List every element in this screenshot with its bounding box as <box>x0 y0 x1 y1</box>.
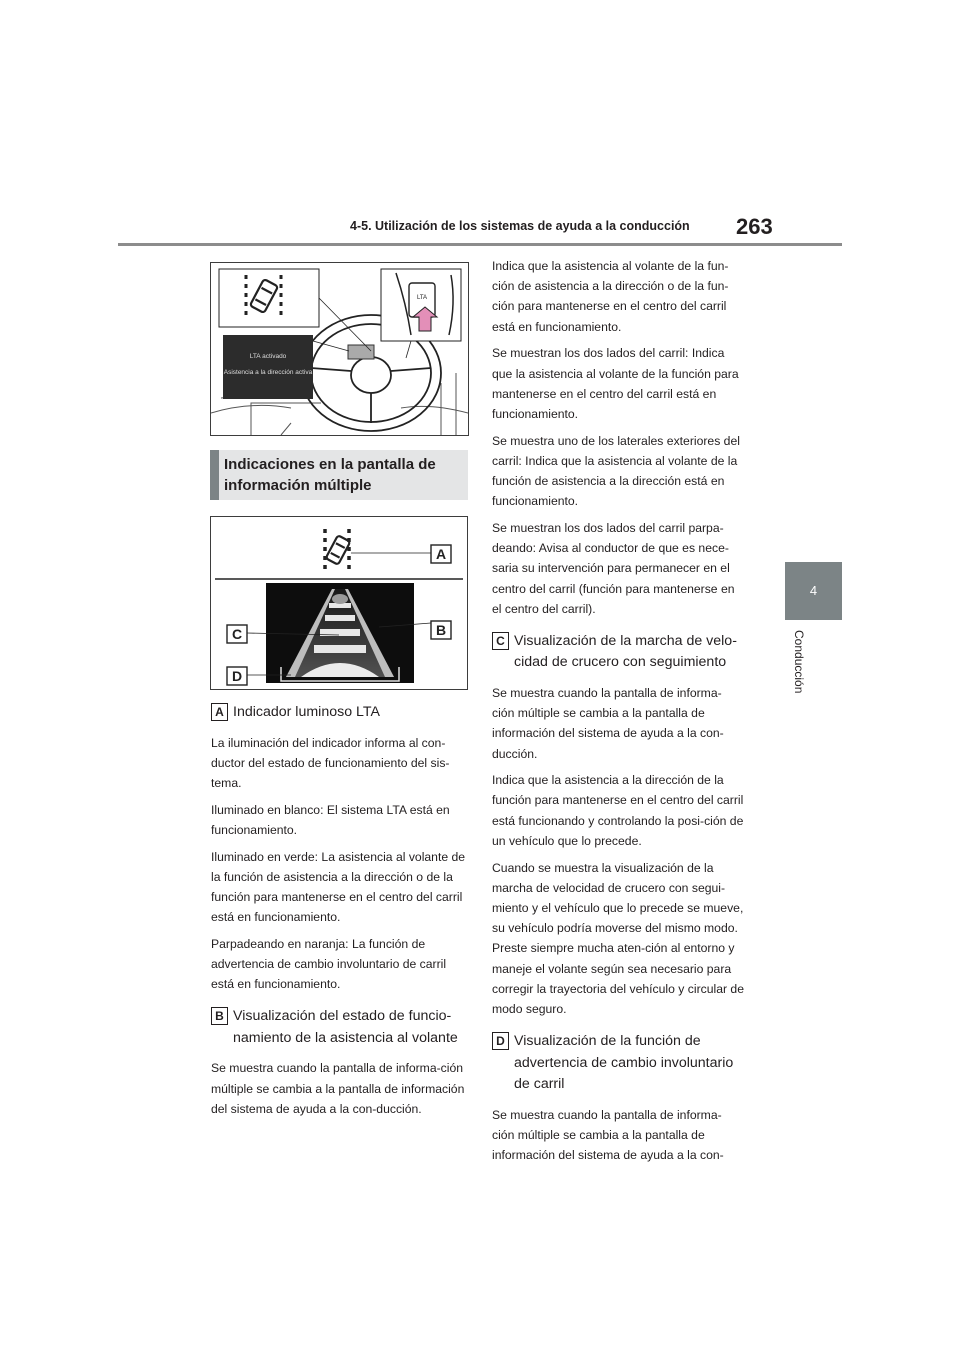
chapter-side-label: Conducción <box>792 630 806 694</box>
item-a-paragraph: La iluminación del indicador informa al con-ductor del estado de funcionamiento del sis-tema. <box>211 735 450 790</box>
item-c-title: Visualización de la marcha de velo-cidad de crucero con seguimiento <box>514 632 737 671</box>
item-a-letter: A <box>211 703 228 721</box>
item-b-title: Visualización del estado de funcio-namiento de la asistencia al volante <box>233 1008 458 1046</box>
item-b-heading <box>211 1006 469 1049</box>
section-heading <box>210 450 468 500</box>
item-a-paragraph: Iluminado en verde: La asistencia al volante de la función de asistencia a la dirección o de la función para mantenerse en el centro del carril está en funcionamiento. <box>211 849 466 925</box>
item-c-heading <box>492 631 744 674</box>
page-number: 263 <box>736 214 773 239</box>
item-b-paragraph: Se muestran los dos lados del carril: Indica que la asistencia al volante de la función para mantenerse en el centro del carril está en funcionamiento. <box>492 346 739 421</box>
callout-a: A <box>435 546 447 562</box>
mid-display-illustration <box>211 517 467 689</box>
header-rule <box>118 243 842 246</box>
item-c-paragraph: Indica que la asistencia a la dirección de la función para mantenerse en el centro del carril está funcionando y controlando la posi-ción de un vehículo que lo precede. <box>492 773 744 848</box>
mid-display-figure <box>210 516 468 690</box>
display-message-inset <box>223 335 349 399</box>
running-header-title: 4-5. Utilización de los sistemas de ayuda a la conducción <box>350 219 690 233</box>
item-b-paragraph: Se muestran los dos lados del carril parpa-deando: Avisa al conductor de que es nece-saria su intervención para permanecer en el centro del carril (función para mantenerse en el centro del carril). <box>492 520 735 616</box>
section-heading-bar <box>210 450 219 500</box>
right-column <box>492 256 744 1172</box>
lta-button-label: LTA <box>416 295 428 301</box>
item-a-paragraph: Parpadeando en naranja: La función de advertencia de cambio involuntario de carril está en funcionamiento. <box>211 936 447 992</box>
callout-c: C <box>231 626 243 642</box>
callout-d: D <box>231 668 243 684</box>
item-b-letter: B <box>211 1007 228 1025</box>
callout-b: B <box>435 622 447 638</box>
item-c-letter: C <box>492 632 509 650</box>
item-b-paragraph: Indica que la asistencia al volante de la fun-ción de asistencia a la dirección o de la fun-ción para mantenerse en el centro del carril está en funcionamiento. <box>492 259 729 334</box>
display-line1: LTA activado <box>249 353 287 360</box>
item-b-paragraph: Se muestra uno de los laterales exteriores del carril: Indica que la asistencia al volante de la función de asistencia a la dirección está en funcionamiento. <box>492 433 740 509</box>
display-line2: Asistencia a la dirección activa <box>223 369 313 376</box>
section-heading-text: Indicaciones en la pantalla de información múltiple <box>224 456 436 494</box>
dashboard-illustration <box>211 263 468 435</box>
item-d-heading <box>492 1031 744 1096</box>
item-d-paragraph: Se muestra cuando la pantalla de informa-ción múltiple se cambia a la pantalla de información del sistema de ayuda a la con- <box>492 1107 724 1163</box>
dashboard-figure <box>210 262 469 436</box>
item-d-letter: D <box>492 1032 509 1050</box>
chapter-tab: 4 <box>785 562 842 620</box>
item-a-paragraph: Iluminado en blanco: El sistema LTA está en funcionamiento. <box>211 802 450 837</box>
item-c-paragraph: Cuando se muestra la visualización de la marcha de velocidad de crucero con segui-miento y el vehículo que lo precede se mueve, su vehículo podría moverse del mismo modo. Preste siempre mucha aten-ción al entorno y maneje el volante según sea necesario para corregir la trayectoria del vehículo y circular de modo seguro. <box>492 860 744 1016</box>
item-a-heading <box>211 702 469 724</box>
left-column <box>211 700 469 1126</box>
item-c-paragraph: Se muestra cuando la pantalla de informa-ción múltiple se cambia a la pantalla de información del sistema de ayuda a la con-ducción. <box>492 685 724 761</box>
item-d-title: Visualización de la función de advertencia de cambio involuntario de carril <box>514 1033 734 1093</box>
item-b-paragraph: Se muestra cuando la pantalla de informa-ción múltiple se cambia a la pantalla de información del sistema de ayuda a la con-ducción. <box>211 1061 465 1116</box>
item-a-title: Indicador luminoso LTA <box>233 704 380 720</box>
